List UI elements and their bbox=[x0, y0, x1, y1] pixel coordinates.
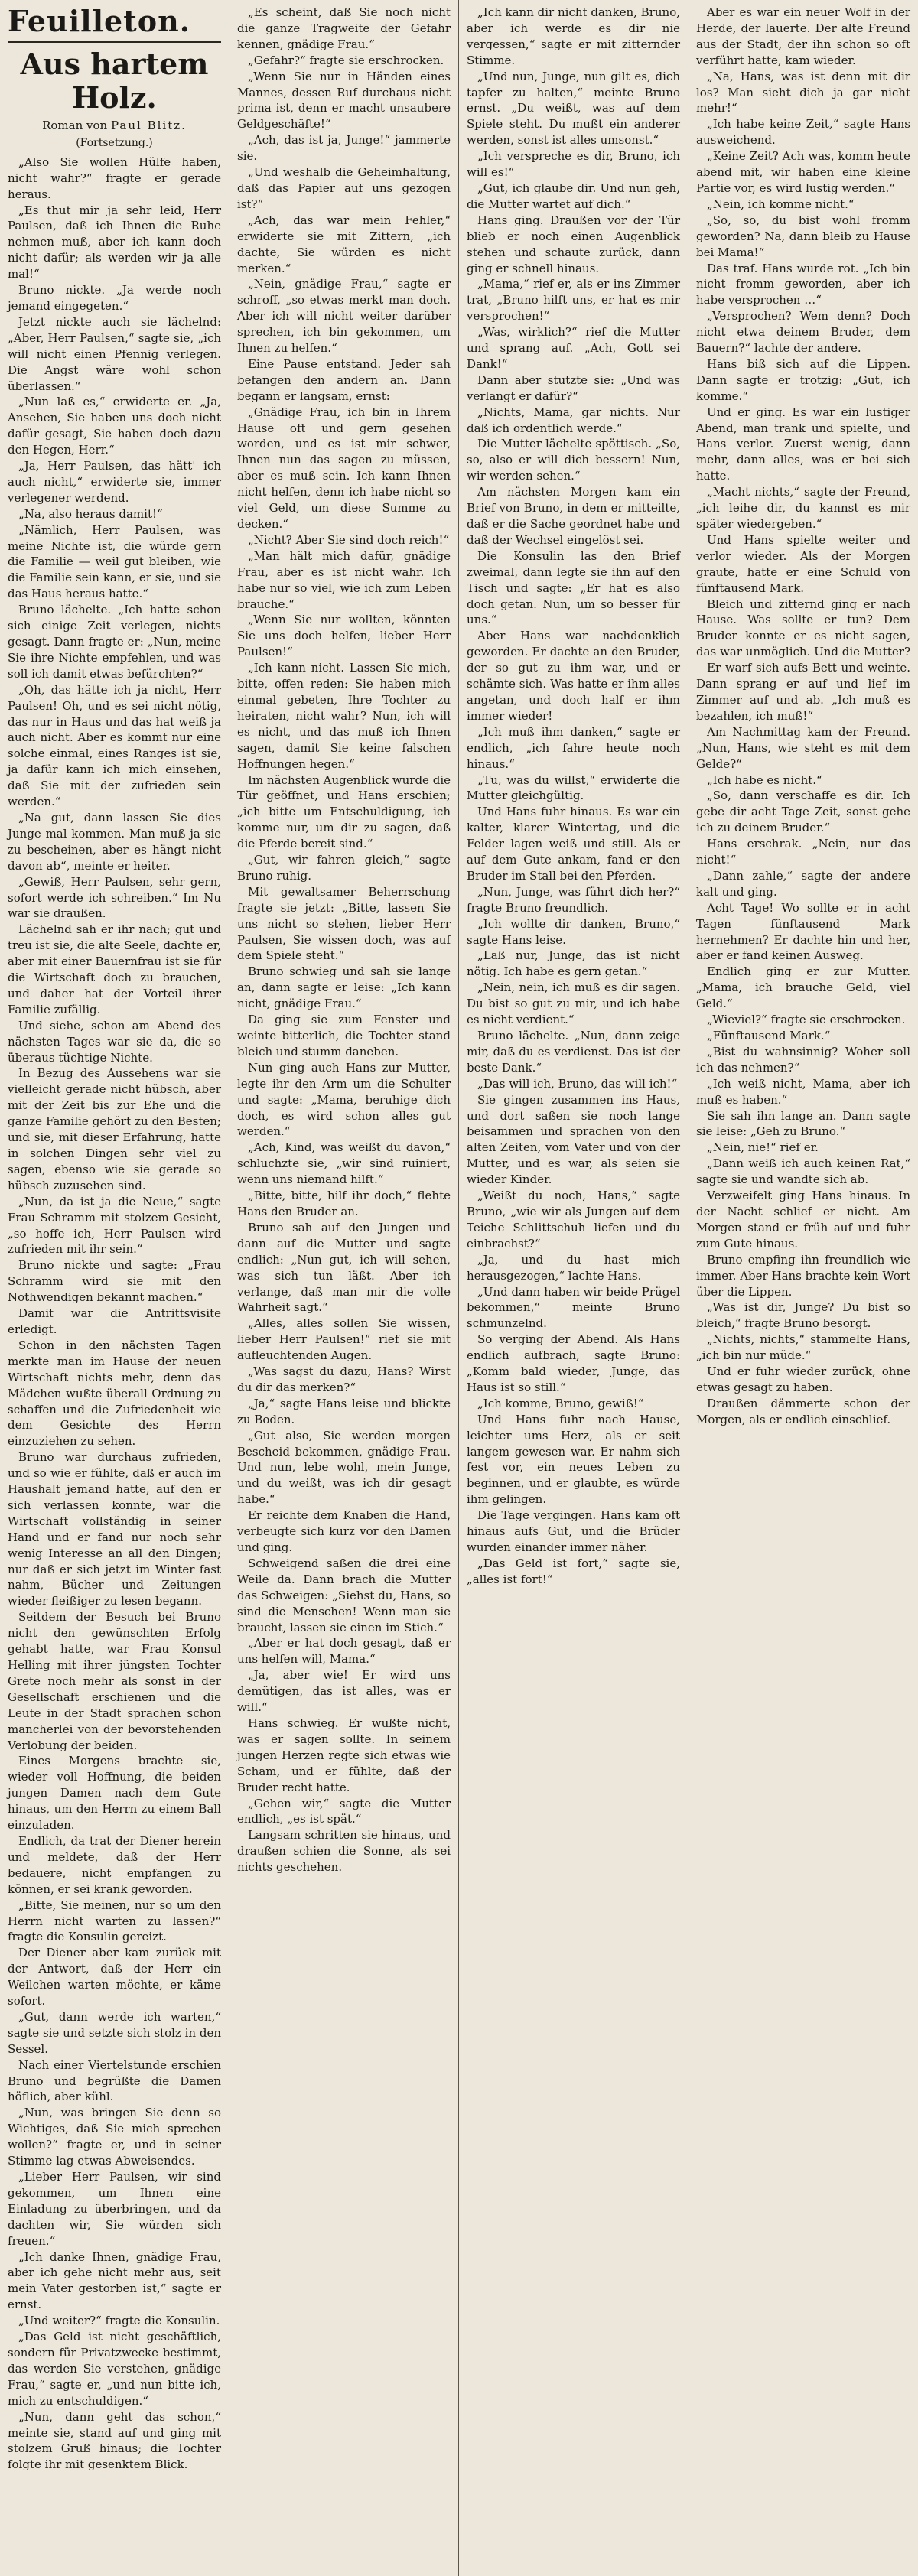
paragraph: „Gut, dann werde ich warten,“ sagte sie und setzte sich stolz in den Sessel. bbox=[8, 2009, 221, 2056]
paragraph: Und Hans fuhr hinaus. Es war ein kalter, klarer Wintertag, und die Felder lagen weiß und still. Als er auf dem Gute ankam, fand er den Bruder im Stall bei den Pferden. bbox=[467, 805, 680, 883]
paragraph: „Nichts, nichts,“ stammelte Hans, „ich bin nur müde.“ bbox=[696, 1332, 910, 1363]
paragraph: Mit gewaltsamer Beherrschung fragte sie jetzt: „Bitte, lassen Sie uns nicht so stehen, lieber Herr Paulsen, Sie wissen doch, was auf dem Spiele steht.“ bbox=[237, 884, 451, 963]
paragraph: Bruno nickte und sagte: „Frau Schramm wird sie mit den Nothwendigen bekannt machen.“ bbox=[8, 1258, 221, 1305]
paragraph: Im nächsten Augenblick wurde die Tür geöffnet, und Hans erschien; „ich bitte um Entschuldigung, ich komme nur, um dir zu sagen, daß die Pferde bereit sind.“ bbox=[237, 772, 451, 851]
paragraph: Acht Tage! Wo sollte er in acht Tagen fünftausend Mark hernehmen? Er dachte hin und her, aber er fand keinen Ausweg. bbox=[696, 900, 910, 963]
paragraph: Endlich ging er zur Mutter. „Mama, ich brauche Geld, viel Geld.“ bbox=[696, 964, 910, 1011]
paragraph: „Es scheint, daß Sie noch nicht die ganze Tragweite der Gefahr kennen, gnädige Frau.“ bbox=[237, 5, 451, 51]
paragraph: „Tu, was du willst,“ erwiderte die Mutter gleichgültig. bbox=[467, 772, 680, 803]
paragraph: „Ich wollte dir danken, Bruno,“ sagte Hans leise. bbox=[467, 916, 680, 947]
paragraph: Nach einer Viertelstunde erschien Bruno und begrüßte die Damen höflich, aber kühl. bbox=[8, 2057, 221, 2104]
paragraph: „Nein, ich komme nicht.“ bbox=[707, 197, 855, 211]
paragraph: Schon in den nächsten Tagen merkte man im Hause der neuen Wirtschaft nichts mehr, denn das Mädchen wußte überall Ordnung zu schaffen und die Zufriedenheit wie dem Gesichte des Herrn einzuziehen zu sehen. bbox=[8, 1338, 221, 1449]
paragraph: Eines Morgens brachte sie, wieder voll Hoffnung, die beiden jungen Damen nach dem Gute hinaus, um den Herrn zu einem Ball einzuladen. bbox=[8, 1754, 221, 1833]
paragraph: „Na, Hans, was ist denn mit dir los? Man sieht dich ja gar nicht mehr!“ bbox=[696, 69, 910, 115]
paragraph: „So, so, du bist wohl fromm geworden? Na, dann bleib zu Hause bei Mama!“ bbox=[696, 213, 910, 259]
paragraph: „Gefahr?“ fragte sie erschrocken. bbox=[248, 53, 444, 67]
paragraph: Bruno war durchaus zufrieden, und so wie er fühlte, daß er auch im Haushalt jemand hatte, auf den er sich verlassen konnte, war die Wirtschaft vollständig in seiner Hand und er fand nur noch sehr wenig Interesse an all den Dingen; nur daß er sich jetzt im Winter fast nahm, Bücher und Zeitungen wieder fleißiger zu lesen begann. bbox=[8, 1450, 221, 1608]
column-text bbox=[696, 5, 910, 1428]
column-text bbox=[467, 5, 680, 1588]
paragraph: „Was ist dir, Junge? Du bist so bleich,“ fragte Bruno besorgt. bbox=[696, 1300, 910, 1331]
paragraph: Seitdem der Besuch bei Bruno nicht den gewünschten Erfolg gehabt hatte, war Frau Konsul Helling mit ihrer jüngsten Tochter Grete noch mehr als sonst in der Gesellschaft erschienen und die Leute in der Stadt sprachen schon mancherlei von der bevorstehenden Verlobung der beiden. bbox=[8, 1610, 221, 1752]
paragraph: „Keine Zeit? Ach was, komm heute abend mit, wir haben eine kleine Partie vor, es wird lustig werden.“ bbox=[696, 149, 910, 195]
paragraph: „Gut also, Sie werden morgen Bescheid bekommen, gnädige Frau. Und nun, lebe wohl, mein Junge, und du weißt, was ich dir gesagt habe.“ bbox=[237, 1428, 451, 1507]
paragraph: „Was, wirklich?“ rief die Mutter und sprang auf. „Ach, Gott sei Dank!“ bbox=[467, 325, 680, 371]
paragraph: Bruno lächelte. „Ich hatte schon sich einige Zeit verlegen, nichts gesagt. Dann fragte er: „Nun, meine Sie ihre Nichte empfehlen, und was soll ich damit etwas befürchten?“ bbox=[8, 603, 221, 681]
paragraph: Die Mutter lächelte spöttisch. „So, so, also er will dich bessern! Nun, wir werden sehen.“ bbox=[467, 437, 680, 483]
paragraph: Bruno lächelte. „Nun, dann zeige mir, daß du es verdienst. Das ist der beste Dank.“ bbox=[467, 1029, 680, 1075]
column-text bbox=[8, 154, 221, 2473]
paragraph: Langsam schritten sie hinaus, und draußen schien die Sonne, als sei nichts geschehen. bbox=[237, 1828, 451, 1875]
paragraph: Und Hans fuhr nach Hause, leichter ums Herz, als er seit langem gewesen war. Er nahm sich fest vor, ein neues Leben zu beginnen, und er glaubte, es würde ihm gelingen. bbox=[467, 1412, 680, 1507]
paragraph: Draußen dämmerte schon der Morgen, als er endlich einschlief. bbox=[696, 1396, 910, 1426]
paragraph: Und siehe, schon am Abend des nächsten Tages war sie da, die so überaus tüchtige Nichte. bbox=[8, 1018, 221, 1065]
paragraph: „Aber er hat doch gesagt, daß er uns helfen will, Mama.“ bbox=[237, 1636, 451, 1667]
paragraph: Endlich, da trat der Diener herein und meldete, daß der Herr bedauere, nicht empfangen zu können, er sei krank geworden. bbox=[8, 1833, 221, 1896]
paragraph: „Ach, das ist ja, Junge!“ jammerte sie. bbox=[237, 133, 451, 164]
paragraph: Am Nachmittag kam der Freund. „Nun, Hans, wie steht es mit dem Gelde?“ bbox=[696, 724, 910, 771]
paragraph: Der Diener aber kam zurück mit der Antwort, daß der Herr ein Weilchen warten möchte, er käme sofort. bbox=[8, 1946, 221, 2008]
paragraph: „Nein, nie!“ rief er. bbox=[707, 1140, 819, 1155]
paragraph: „Ach, Kind, was weißt du davon,“ schluchzte sie, „wir sind ruiniert, wenn uns niemand hilft.“ bbox=[237, 1140, 451, 1187]
paragraph: Sie gingen zusammen ins Haus, und dort saßen sie noch lange beisammen und sprachen von den alten Zeiten, vom Vater und von der Mutter, und es war, als seien sie wieder Kinder. bbox=[467, 1092, 680, 1187]
paragraph: „Wenn Sie nur wollten, könnten Sie uns doch helfen, lieber Herr Paulsen!“ bbox=[237, 613, 451, 659]
paragraph: „Ich kann dir nicht danken, Bruno, aber ich werde es dir nie vergessen,“ sagte er mit zitternder Stimme. bbox=[467, 5, 680, 67]
paragraph: „Nein, nein, ich muß es dir sagen. Du bist so gut zu mir, und ich habe es nicht verdient.“ bbox=[467, 981, 680, 1027]
paragraph: „Ich verspreche es dir, Bruno, ich will es!“ bbox=[467, 149, 680, 180]
paragraph: Und er fuhr wieder zurück, ohne etwas gesagt zu haben. bbox=[696, 1364, 910, 1394]
paragraph: „Also Sie wollen Hülfe haben, nicht wahr?“ fragte er gerade heraus. bbox=[8, 154, 221, 201]
paragraph: „Ich kann nicht. Lassen Sie mich, bitte, offen reden: Sie haben mich einmal gebeten, Ihre Tochter zu heiraten, nicht wahr? Nun, ich will es nicht, und das muß ich Ihnen sagen, damit Sie keine falschen Hoffnungen hegen.“ bbox=[237, 661, 451, 771]
paragraph: „Bist du wahnsinnig? Woher soll ich das nehmen?“ bbox=[696, 1044, 910, 1075]
paragraph: Aber es war ein neuer Wolf in der Herde, der lauerte. Der alte Freund aus der Stadt, der ihn schon so oft verführt hatte, kam wieder. bbox=[696, 5, 910, 67]
paragraph: „Wieviel?“ fragte sie erschrocken. bbox=[707, 1013, 906, 1027]
paragraph: Und er ging. Es war ein lustiger Abend, man trank und spielte, und Hans verlor. Zuerst wenig, dann mehr, dann alles, was er bei sich hatte. bbox=[696, 405, 910, 483]
story-title: Aus hartem Holz. bbox=[20, 47, 209, 115]
paragraph: „Was sagst du dazu, Hans? Wirst du dir das merken?“ bbox=[237, 1364, 451, 1394]
paragraph: „Bitte, bitte, hilf ihr doch,“ flehte Hans den Bruder an. bbox=[237, 1189, 451, 1218]
paragraph: „Wenn Sie nur in Händen eines Mannes, dessen Ruf durchaus nicht prima ist, denn er macht unsaubere Geldgeschäfte!“ bbox=[237, 69, 451, 132]
byline-prefix: Roman von bbox=[42, 119, 108, 132]
paragraph: „Ich habe keine Zeit,“ sagte Hans ausweichend. bbox=[696, 117, 910, 148]
paragraph: „Ich muß ihm danken,“ sagte er endlich, „ich fahre heute noch hinaus.“ bbox=[467, 724, 680, 771]
paragraph: „Nun, da ist ja die Neue,“ sagte Frau Schramm mit stolzem Gesicht, „so hoffe ich, Herr Paulsen wird zufrieden mit ihr sein.“ bbox=[8, 1194, 221, 1257]
column-2 bbox=[230, 0, 459, 2576]
paragraph: Verzweifelt ging Hans hinaus. In der Nacht schlief er nicht. Am Morgen stand er früh auf und fuhr zum Gute hinaus. bbox=[696, 1189, 910, 1251]
paragraph: „Das will ich, Bruno, das will ich!“ bbox=[477, 1076, 678, 1091]
paragraph: Dann aber stutzte sie: „Und was verlangt er dafür?“ bbox=[467, 372, 680, 403]
paragraph: Er reichte dem Knaben die Hand, verbeugte sich kurz vor den Damen und ging. bbox=[237, 1508, 451, 1554]
paragraph: Aber Hans war nachdenklich geworden. Er dachte an den Bruder, der so gut zu ihm war, und er schämte sich. Was hatte er ihm alles angetan, und doch half er ihm immer wieder! bbox=[467, 629, 680, 723]
paragraph: „Mama,“ rief er, als er ins Zimmer trat, „Bruno hilft uns, er hat es mir versprochen!“ bbox=[467, 277, 680, 324]
paragraph: Hans ging. Draußen vor der Tür blieb er noch einen Augenblick stehen und schaute zurück, dann ging er schnell hinaus. bbox=[467, 213, 680, 275]
paragraph: Bruno nickte. „Ja werde noch jemand eingegeten.“ bbox=[8, 283, 221, 313]
paragraph: „Man hält mich dafür, gnädige Frau, aber es ist nicht wahr. Ich habe nur so viel, wie ich zum Leben brauche.“ bbox=[237, 548, 451, 611]
paragraph: „Nichts, Mama, gar nichts. Nur daß ich ordentlich werde.“ bbox=[467, 405, 680, 435]
paragraph: „Ich weiß nicht, Mama, aber ich muß es haben.“ bbox=[696, 1076, 910, 1107]
column-text bbox=[237, 5, 451, 1875]
paragraph: „Ich komme, Bruno, gewiß!“ bbox=[477, 1396, 644, 1410]
paragraph: „Gut, ich glaube dir. Und nun geh, die Mutter wartet auf dich.“ bbox=[467, 181, 680, 211]
paragraph: Er warf sich aufs Bett und weinte. Dann sprang er auf und lief im Zimmer auf und ab. „Ich muß es bezahlen, ich muß!“ bbox=[696, 661, 910, 723]
paragraph: „Gewiß, Herr Paulsen, sehr gern, sofort werde ich schreiben.“ Im Nu war sie draußen. bbox=[8, 874, 221, 921]
paragraph: „Weißt du noch, Hans,“ sagte Bruno, „wie wir als Jungen auf dem Teiche Schlittschuh liefen und du einbrachst?“ bbox=[467, 1189, 680, 1251]
paragraph: „Lieber Herr Paulsen, wir sind gekommen, um Ihnen eine Einladung zu überbringen, und da dachten wir, Sie würden sich freuen.“ bbox=[8, 2170, 221, 2248]
paragraph: „Ja, aber wie! Er wird uns demütigen, das ist alles, was er will.“ bbox=[237, 1668, 451, 1715]
column-3 bbox=[459, 0, 688, 2576]
paragraph: So verging der Abend. Als Hans endlich aufbrach, sagte Bruno: „Komm bald wieder, Junge, das Haus ist so still.“ bbox=[467, 1332, 680, 1394]
paragraph: „Das Geld ist fort,“ sagte sie, „alles ist fort!“ bbox=[467, 1556, 680, 1586]
paragraph: Hans biß sich auf die Lippen. Dann sagte er trotzig: „Gut, ich komme.“ bbox=[696, 356, 910, 403]
paragraph: Das traf. Hans wurde rot. „Ich bin nicht fromm geworden, aber ich habe versprochen …“ bbox=[696, 261, 910, 307]
paragraph: In Bezug des Aussehens war sie vielleicht gerade nicht hübsch, aber mit der Zeit bis zur Ehe und die ganze Familie gehört zu den Besten; und sie, mit dieser Erfahrung, hatte in solchen Dingen sehr viel zu sagen, ebenso wie sie gerade so hübsch zuzusehen sind. bbox=[8, 1066, 221, 1192]
paragraph: Am nächsten Morgen kam ein Brief von Bruno, in dem er mitteilte, daß er die Sache geordnet habe und daß der Wechsel eingelöst sei. bbox=[467, 485, 680, 547]
column-1 bbox=[0, 0, 230, 2576]
paragraph: „Nun, Junge, was führt dich her?“ fragte Bruno freundlich. bbox=[467, 884, 680, 915]
paragraph: Sie sah ihn lange an. Dann sagte sie leise: „Geh zu Bruno.“ bbox=[696, 1108, 910, 1139]
paragraph: „Gut, wir fahren gleich,“ sagte Bruno ruhig. bbox=[237, 853, 451, 883]
paragraph: Lächelnd sah er ihr nach; gut und treu ist sie, die alte Seele, dachte er, aber mit einer Bauernfrau ist sie für die Wirtschaft doch zu brauchen, und daher hat der Vorteil ihrer Familie zufällig. bbox=[8, 922, 221, 1016]
paragraph: „Und weshalb die Geheimhaltung, daß das Papier auf uns gezogen ist?“ bbox=[237, 165, 451, 211]
paragraph: „Versprochen? Wem denn? Doch nicht etwa deinem Bruder, dem Bauern?“ lachte der andere. bbox=[696, 309, 910, 356]
byline bbox=[8, 118, 221, 134]
paragraph: Die Konsulin las den Brief zweimal, dann legte sie ihn auf den Tisch und sagte: „Er hat es also doch getan. Nun, um so besser für uns.“ bbox=[467, 548, 680, 627]
paragraph: Jetzt nickte auch sie lächelnd: „Aber, Herr Paulsen,“ sagte sie, „ich will nicht einen Pfennig verlegen. Die Angst wäre wohl schon überlassen.“ bbox=[8, 314, 221, 393]
paragraph: „Nun, was bringen Sie denn so Wichtiges, daß Sie mich sprechen wollen?“ fragte er, und in seiner Stimme lag etwas Abweisendes. bbox=[8, 2106, 221, 2168]
paragraph: „Es thut mir ja sehr leid, Herr Paulsen, daß ich Ihnen die Ruhe nehmen muß, aber ich kann doch nicht dafür; als werden wir ja alle mal!“ bbox=[8, 203, 221, 281]
paragraph: „Ach, das war mein Fehler,“ erwiderte sie mit Zittern, „ich dachte, Sie würden es nicht merken.“ bbox=[237, 213, 451, 275]
column-4 bbox=[688, 0, 918, 2576]
paragraph: „Ja, und du hast mich herausgezogen,“ lachte Hans. bbox=[467, 1252, 680, 1283]
paragraph: Damit war die Antrittsvisite erledigt. bbox=[8, 1306, 221, 1336]
paragraph: Hans schwieg. Er wußte nicht, was er sagen sollte. In seinem jungen Herzen regte sich etwas wie Scham, und er fühlte, daß der Bruder recht hatte. bbox=[237, 1716, 451, 1794]
paragraph: Bruno schwieg und sah sie lange an, dann sagte er leise: „Ich kann nicht, gnädige Frau.“ bbox=[237, 964, 451, 1011]
paragraph: Nun ging auch Hans zur Mutter, legte ihr den Arm um die Schulter und sagte: „Mama, beruhige dich doch, es wird schon alles gut werden.“ bbox=[237, 1060, 451, 1139]
paragraph: „Gnädige Frau, ich bin in Ihrem Hause oft und gern gesehen worden, und es ist mir schwer, Ihnen nun das sagen zu müssen, aber es muß sein. Ich kann Ihnen nicht helfen, denn ich habe nicht so viel Geld, um diese Summe zu decken.“ bbox=[237, 405, 451, 531]
paragraph: „Oh, das hätte ich ja nicht, Herr Paulsen! Oh, und es sei nicht nötig, das nur in Haus und das hat weiß ja auch nicht. Aber es kommt nur eine solche einmal, eines Ranges ist sie, ja dafür kann ich mich einsehen, daß Sie mit der zufrieden sein werden.“ bbox=[8, 682, 221, 809]
paragraph: Schweigend saßen die drei eine Weile da. Dann brach die Mutter das Schweigen: „Siehst du, Hans, so sind die Menschen! Wenn man sie braucht, lassen sie einen im Stich.“ bbox=[237, 1556, 451, 1634]
paragraph: Bruno sah auf den Jungen und dann auf die Mutter und sagte endlich: „Nun gut, ich will sehen, was sich tun läßt. Aber ich verlange, daß man mir die volle Wahrheit sagt.“ bbox=[237, 1220, 451, 1315]
paragraph: „Nein, gnädige Frau,“ sagte er schroff, „so etwas merkt man doch. Aber ich will nicht weiter darüber sprechen, ich bin gekommen, um Ihnen zu helfen.“ bbox=[237, 277, 451, 356]
paragraph: Die Tage vergingen. Hans kam oft hinaus aufs Gut, und die Brüder wurden einander immer näher. bbox=[467, 1508, 680, 1554]
paragraph: „Und weiter?“ fragte die Konsulin. bbox=[18, 2314, 220, 2328]
paragraph: „Na, also heraus damit!“ bbox=[18, 506, 163, 521]
paragraph: „Ja,“ sagte Hans leise und blickte zu Boden. bbox=[237, 1396, 451, 1426]
paragraph: Da ging sie zum Fenster und weinte bitterlich, die Tochter stand bleich und stumm daneben. bbox=[237, 1013, 451, 1059]
paragraph: „Nun, dann geht das schon,“ meinte sie, stand auf und ging mit stolzem Gruß hinaus; die Tochter folgte ihr mit gesenktem Blick. bbox=[8, 2409, 221, 2472]
paragraph: „Bitte, Sie meinen, nur so um den Herrn nicht warten zu lassen?“ fragte die Konsulin gereizt. bbox=[8, 1898, 221, 1944]
masthead-rule bbox=[8, 41, 221, 43]
paragraph: „Ich danke Ihnen, gnädige Frau, aber ich gehe nicht mehr aus, seit mein Vater gestorben ist,“ sagte er ernst. bbox=[8, 2249, 221, 2312]
paragraph: „Nun laß es,“ erwiderte er. „Ja, Ansehen, Sie haben uns doch nicht dafür gesagt, Sie haben doch dazu den Hegen, Herr.“ bbox=[8, 395, 221, 457]
paragraph: „Na gut, dann lassen Sie dies Junge mal kommen. Man muß ja sie zu bescheinen, aber es hängt nicht davon ab“, meinte er heiter. bbox=[8, 810, 221, 873]
paragraph: Bruno empfing ihn freundlich wie immer. Aber Hans brachte kein Wort über die Lippen. bbox=[696, 1252, 910, 1299]
paragraph: „Dann weiß ich auch keinen Rat,“ sagte sie und wandte sich ab. bbox=[696, 1156, 910, 1187]
paragraph: „Und nun, Junge, nun gilt es, dich tapfer zu halten,“ meinte Bruno ernst. „Du weißt, was auf dem Spiele steht. Du mußt ein anderer werden, sonst ist alles umsonst.“ bbox=[467, 69, 680, 148]
paragraph: Bleich und zitternd ging er nach Hause. Was sollte er tun? Dem Bruder konnte er es nicht sagen, das war unmöglich. Und die Mutter? bbox=[696, 597, 910, 659]
paragraph: „Und dann haben wir beide Prügel bekommen,“ meinte Bruno schmunzelnd. bbox=[467, 1284, 680, 1331]
continuation-note: (Fortsetzung.) bbox=[76, 136, 153, 149]
paragraph: „Nämlich, Herr Paulsen, was meine Nichte ist, die würde gern die Familie — weil gut bleiben, wie die Familie sein kann, er sie, und sie das Haus heraus hatte.“ bbox=[8, 522, 221, 601]
paragraph: „Gehen wir,“ sagte die Mutter endlich, „es ist spät.“ bbox=[237, 1796, 451, 1826]
feuilleton-masthead: Feuilleton. bbox=[8, 4, 190, 38]
paragraph: „So, dann verschaffe es dir. Ich gebe dir acht Tage Zeit, sonst gehe ich zu deinem Bruder.“ bbox=[696, 789, 910, 835]
author-name: Paul Blitz. bbox=[110, 119, 187, 132]
paragraph: „Laß nur, Junge, das ist nicht nötig. Ich habe es gern getan.“ bbox=[467, 948, 680, 979]
paragraph: „Das Geld ist nicht geschäftlich, sondern für Privatzwecke bestimmt, das werden Sie verstehen, gnädige Frau,“ sagte er, „und nun bitte ich, mich zu entschuldigen.“ bbox=[8, 2330, 221, 2408]
paragraph: „Nicht? Aber Sie sind doch reich!“ bbox=[248, 532, 450, 547]
paragraph: Und Hans spielte weiter und verlor wieder. Als der Morgen graute, hatte er eine Schuld von fünftausend Mark. bbox=[696, 532, 910, 595]
paragraph: „Alles, alles sollen Sie wissen, lieber Herr Paulsen!“ rief sie mit aufleuchtenden Augen. bbox=[237, 1316, 451, 1363]
paragraph: „Dann zahle,“ sagte der andere kalt und ging. bbox=[696, 868, 910, 899]
paragraph: Eine Pause entstand. Jeder sah befangen den andern an. Dann begann er langsam, ernst: bbox=[237, 356, 451, 403]
paragraph: „Ja, Herr Paulsen, das hätt' ich auch nicht,“ erwiderte sie, immer verlegener werdend. bbox=[8, 459, 221, 505]
paragraph: „Macht nichts,“ sagte der Freund, „ich leihe dir, du kannst es mir später wiedergeben.“ bbox=[696, 485, 910, 531]
paragraph: „Ich habe es nicht.“ bbox=[707, 772, 822, 787]
paragraph: Hans erschrak. „Nein, nur das nicht!“ bbox=[696, 837, 910, 867]
paragraph: „Fünftausend Mark.“ bbox=[707, 1029, 831, 1042]
